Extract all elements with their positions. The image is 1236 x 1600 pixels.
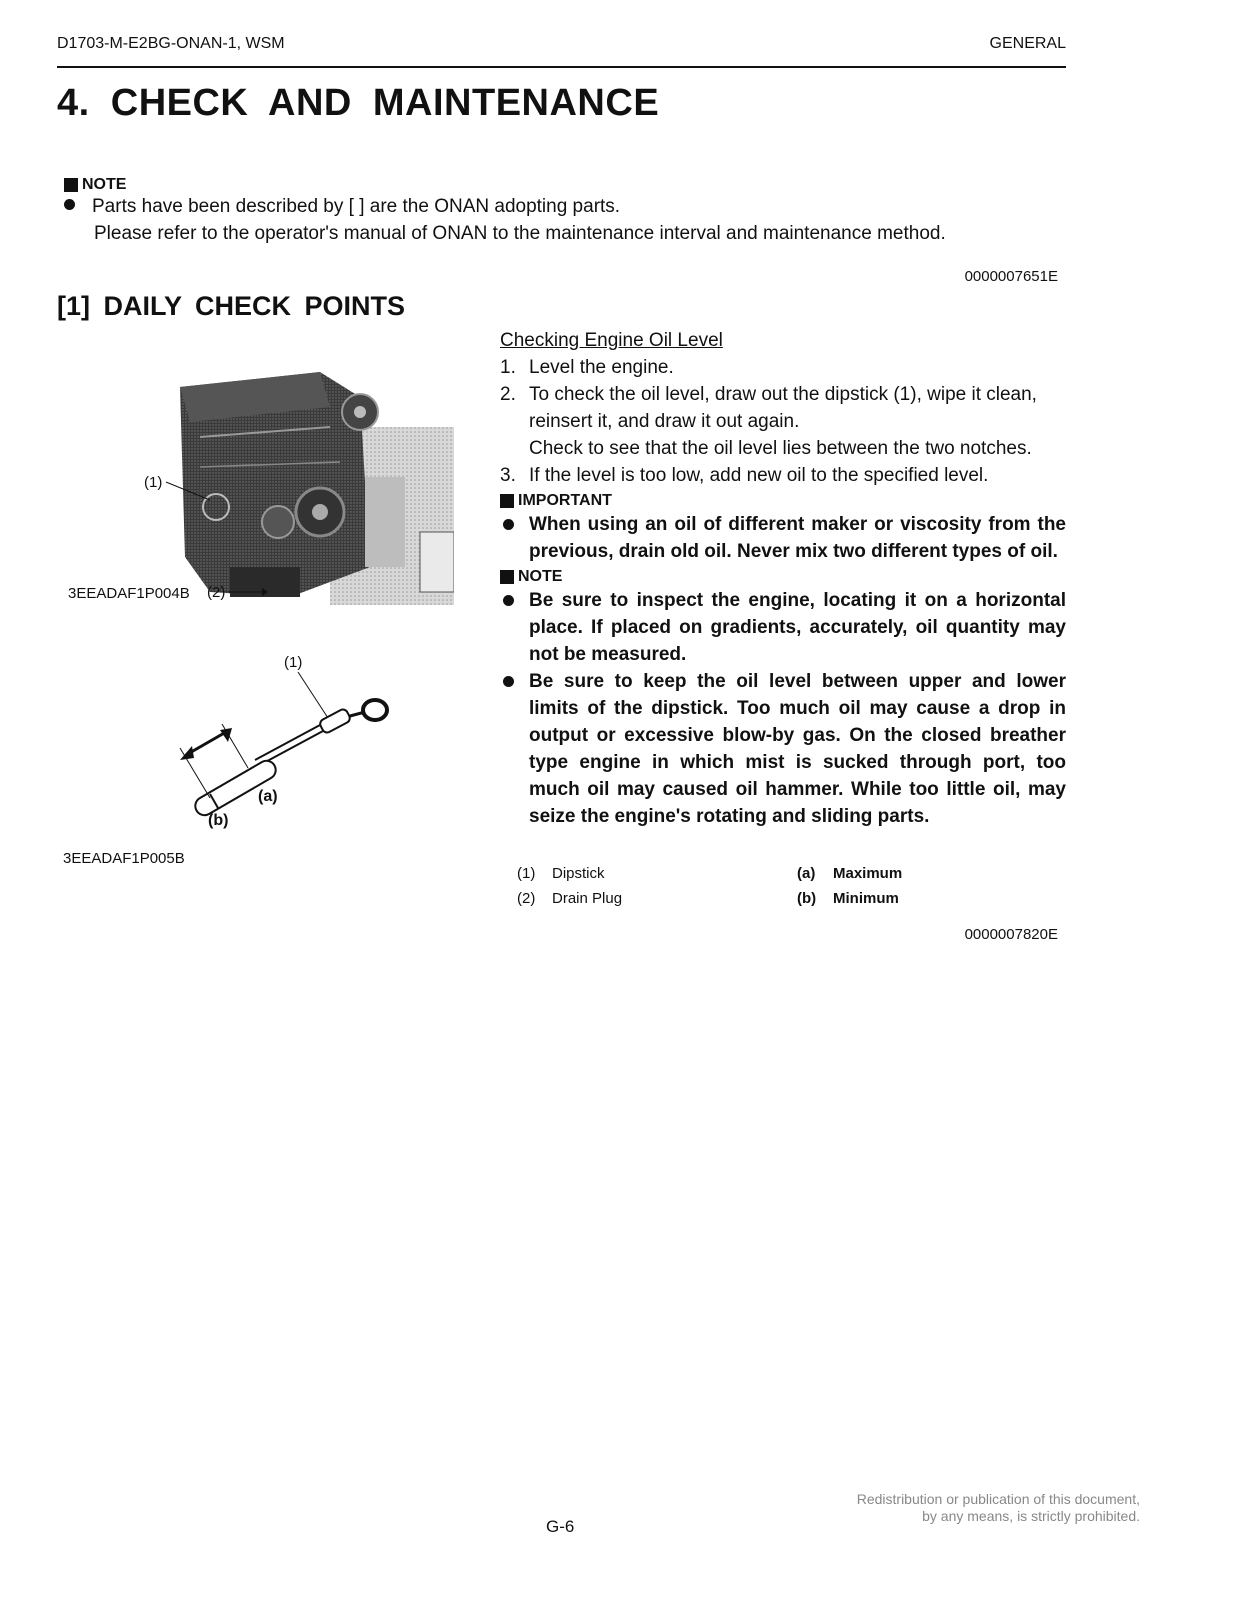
note-continuation: Please refer to the operator's manual of ONAN to the maintenance interval and maintenance method. bbox=[94, 223, 946, 244]
page-number: G-6 bbox=[546, 1517, 575, 1536]
step-number: 3. bbox=[500, 465, 516, 486]
legend-row bbox=[517, 861, 902, 886]
note-item bbox=[500, 587, 1066, 668]
important-item-text: When using an oil of different maker or viscosity from the previous, drain old oil. Never mix two different types of oil. bbox=[529, 514, 1066, 562]
fig1-label-1: (1) bbox=[144, 474, 163, 491]
important-item bbox=[500, 511, 1066, 565]
step-item bbox=[500, 354, 1066, 381]
redistribution-notice bbox=[857, 1491, 1140, 1525]
step-number: 1. bbox=[500, 357, 516, 378]
bullet-icon bbox=[500, 668, 529, 830]
step-text: To check the oil level, draw out the dipstick (1), wipe it clean, reinsert it, and draw it out again. bbox=[529, 384, 1037, 432]
legend-row bbox=[517, 886, 902, 911]
procedure-column bbox=[500, 327, 1066, 830]
note-heading-text: NOTE bbox=[82, 176, 127, 193]
note-body bbox=[64, 193, 946, 247]
step-item bbox=[500, 462, 1066, 489]
legend-label: Maximum bbox=[833, 865, 903, 882]
notice-line: by any means, is strictly prohibited. bbox=[922, 1508, 1140, 1524]
fig2-code: 3EEADAF1P005B bbox=[63, 850, 185, 867]
reference-code-bottom: 0000007820E bbox=[964, 926, 1058, 943]
step-text: If the level is too low, add new oil to the specified level. bbox=[529, 465, 989, 486]
note-item bbox=[500, 668, 1066, 830]
step-number: 2. bbox=[500, 384, 516, 405]
important-heading bbox=[500, 491, 1066, 511]
fig2-label-b: (b) bbox=[208, 812, 229, 829]
section-title: [1] DAILY CHECK POINTS bbox=[57, 291, 406, 321]
legend-key: (a) bbox=[797, 865, 816, 882]
fig2-label-a: (a) bbox=[258, 788, 278, 805]
step-text: Level the engine. bbox=[529, 357, 674, 378]
fig1-label-2: (2) bbox=[207, 584, 226, 601]
legend-key: (b) bbox=[797, 890, 817, 907]
bullet-icon bbox=[500, 587, 529, 668]
note-item-text: Be sure to keep the oil level between upper and lower limits of the dipstick. Too much oil may cause a drop in output or excessive blow-by gas. On the closed breather type engine in which mist is sucked through port, too much oil may caused oil hammer. While too little oil, may seize the engine's rotating and sliding parts. bbox=[529, 671, 1066, 827]
legend-label: Minimum bbox=[833, 890, 899, 907]
dipstick-diagram bbox=[170, 650, 400, 835]
important-heading-text: IMPORTANT bbox=[518, 492, 612, 509]
bullet-icon bbox=[64, 199, 75, 210]
note-heading-2-text: NOTE bbox=[518, 568, 563, 585]
note-heading bbox=[64, 176, 126, 194]
fig2-label-1: (1) bbox=[284, 654, 303, 671]
reference-code-top: 0000007651E bbox=[964, 268, 1058, 285]
note-square-icon bbox=[500, 570, 514, 584]
page-title: 4. CHECK AND MAINTENANCE bbox=[57, 82, 660, 124]
leader-arrow-2 bbox=[228, 586, 268, 598]
step-text: Check to see that the oil level lies between the two notches. bbox=[529, 438, 1032, 459]
header-rule bbox=[57, 66, 1066, 68]
figure-legend bbox=[517, 861, 902, 911]
step-item bbox=[500, 381, 1066, 435]
important-list bbox=[500, 511, 1066, 565]
note-square-icon bbox=[64, 178, 78, 192]
legend-key: (2) bbox=[517, 890, 536, 907]
note-bullet-line bbox=[64, 193, 946, 220]
note-bullet-text: Parts have been described by [ ] are the ONAN adopting parts. bbox=[92, 196, 621, 217]
note-item-text: Be sure to inspect the engine, locating it on a horizontal place. If placed on gradients, accurately, oil quantity may not be measured. bbox=[529, 590, 1066, 665]
fig1-code: 3EEADAF1P004B bbox=[68, 585, 190, 602]
engine-photo bbox=[170, 367, 454, 605]
important-square-icon bbox=[500, 494, 514, 508]
header-doc-id: D1703-M-E2BG-ONAN-1, WSM bbox=[57, 35, 285, 52]
legend-key: (1) bbox=[517, 865, 536, 882]
legend-label: Drain Plug bbox=[552, 890, 623, 907]
legend-label: Dipstick bbox=[552, 865, 605, 882]
note-list bbox=[500, 587, 1066, 830]
notice-line: Redistribution or publication of this document, bbox=[856, 1491, 1140, 1507]
step-number bbox=[500, 435, 529, 462]
header-section: GENERAL bbox=[989, 35, 1066, 52]
note-heading-2 bbox=[500, 567, 1066, 587]
step-item bbox=[500, 435, 1066, 462]
bullet-icon bbox=[500, 511, 529, 565]
procedure-heading: Checking Engine Oil Level bbox=[500, 330, 723, 351]
